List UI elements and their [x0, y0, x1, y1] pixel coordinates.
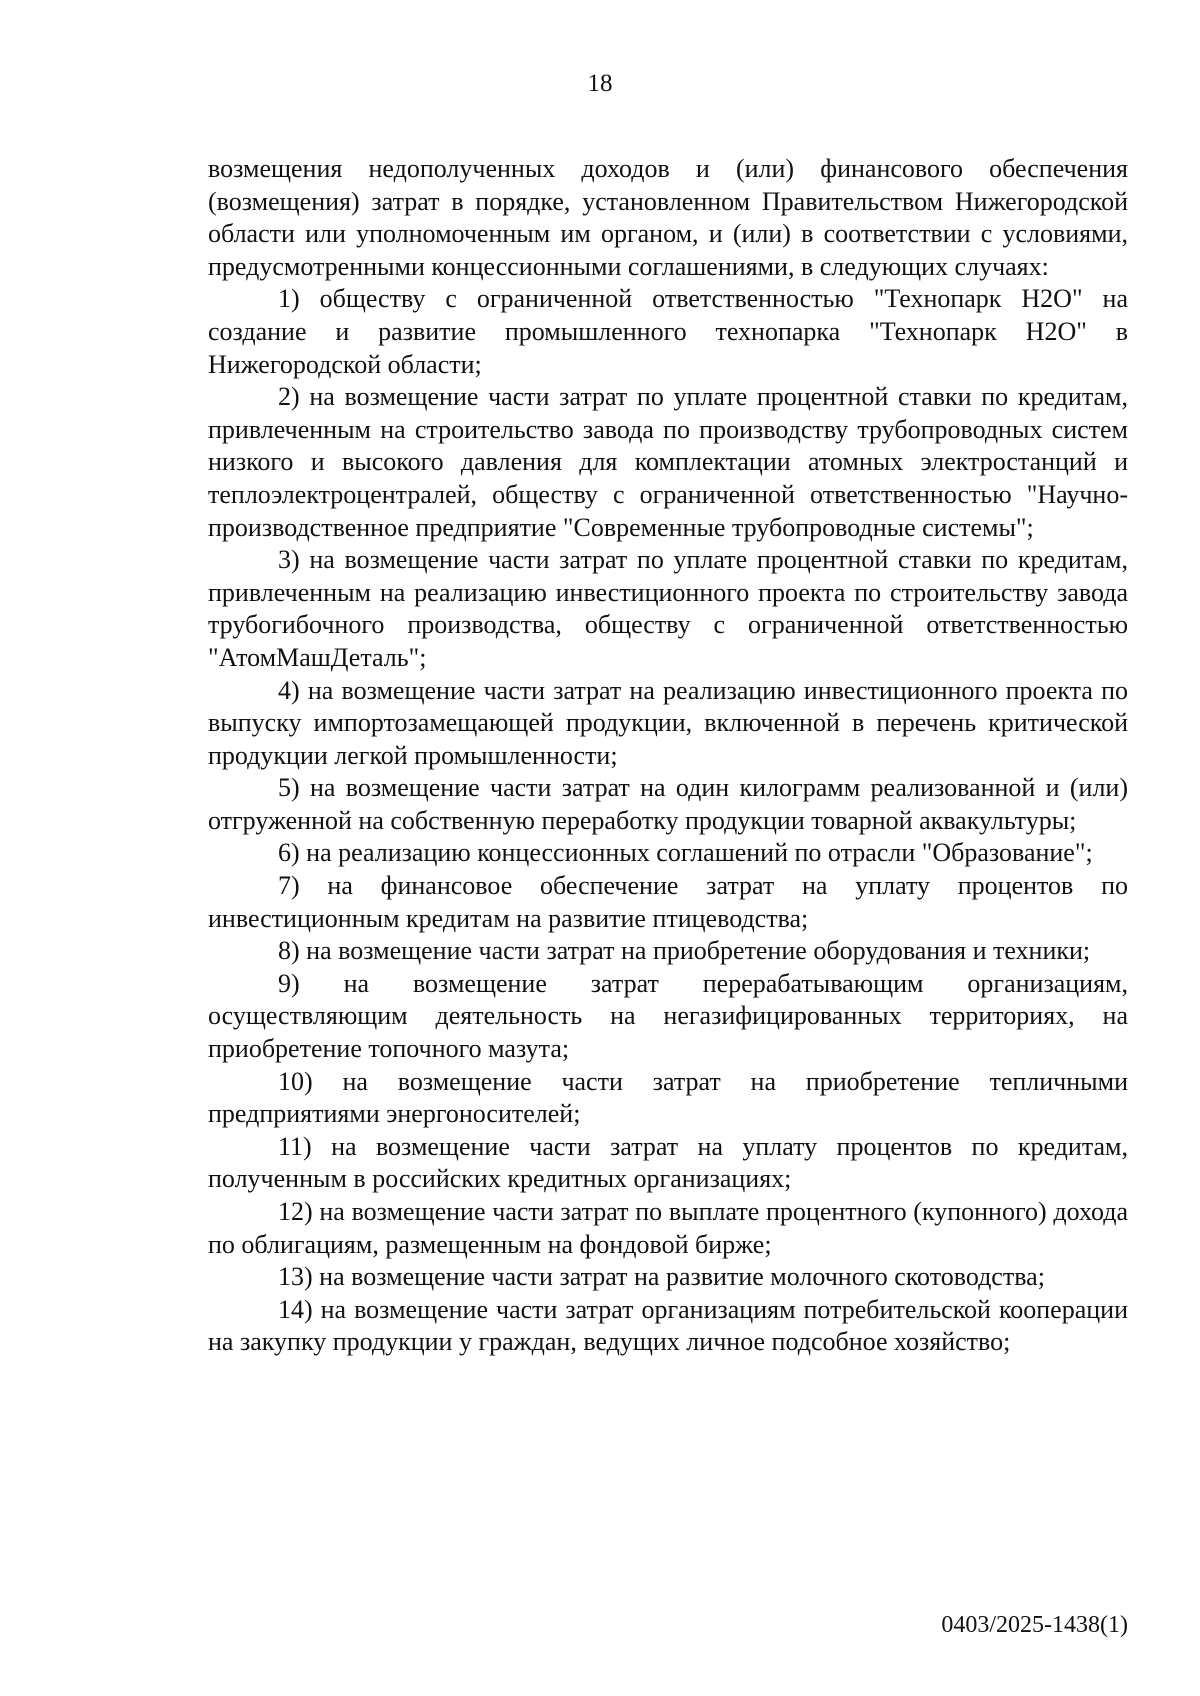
list-item-14: 14) на возмещение части затрат организациям потребительской кооперации на закупку продукции у граждан, ведущих личное подсобное хозяйство; [208, 1294, 1128, 1357]
list-item-8: 8) на возмещение части затрат на приобретение оборудования и техники; [278, 936, 1091, 966]
intro-paragraph: возмещения недополученных доходов и (или) финансового обеспечения (возмещения) затрат в порядке, установленном Правительством Нижегородской области или уполномоченным им органом, и (или) в соответствии с условиями, предусмотренными концессионными соглашениями, в следующих случаях: [208, 154, 1128, 281]
list-item-7: 7) на финансовое обеспечение затрат на уплату процентов по инвестиционным кредитам на развитие птицеводства; [208, 871, 1128, 933]
list-item-3: 3) на возмещение части затрат по уплате процентной ставки по кредитам, привлеченным на реализацию инвестиционного проекта по строительству завода трубогибочного производства, обществу с ограниченной ответственностью "АтомМашДеталь"; [208, 545, 1128, 672]
list-item-6: 6) на реализацию концессионных соглашений по отрасли "Образование"; [278, 838, 1093, 868]
list-item-11: 11) на возмещение части затрат на уплату процентов по кредитам, полученным в российских кредитных организациях; [208, 1131, 1128, 1194]
list-item-5: 5) на возмещение части затрат на один килограмм реализованной и (или) отгруженной на собственную переработку продукции товарной аквакультуры; [208, 773, 1128, 835]
list-item-9: 9) на возмещение затрат перерабатывающим организациям, осуществляющим деятельность на негазифицированных территориях, на приобретение топочного мазута; [208, 968, 1128, 1064]
document-body [208, 153, 1128, 1359]
list-item-12: 12) на возмещение части затрат по выплате процентного (купонного) дохода по облигациям, размещенным на фондовой бирже; [208, 1197, 1128, 1259]
list-item-1: 1) обществу с ограниченной ответственностью "Технопарк Н2О" на создание и развитие промышленного технопарка "Технопарк Н2О" в Нижегородской области; [208, 284, 1128, 379]
list-item-4: 4) на возмещение части затрат на реализацию инвестиционного проекта по выпуску импортозамещающей продукции, включенной в перечень критической продукции легкой промышленности; [208, 675, 1128, 770]
list-item-13: 13) на возмещение части затрат на развитие молочного скотоводства; [278, 1262, 1045, 1292]
list-item-2: 2) на возмещение части затрат по уплате процентной ставки по кредитам, привлеченным на строительство завода по производству трубопроводных систем низкого и высокого давления для комплектации атомных электростанций и теплоэлектроцентралей, обществу с ограниченной ответственностью "Научно-производственное предприятие "Современные трубопроводные системы"; [208, 382, 1128, 542]
document-code: 0403/2025-1438(1) [941, 1612, 1128, 1638]
page-number: 18 [587, 70, 613, 97]
list-item-10: 10) на возмещение части затрат на приобретение тепличными предприятиями энергоносителей; [208, 1066, 1128, 1129]
